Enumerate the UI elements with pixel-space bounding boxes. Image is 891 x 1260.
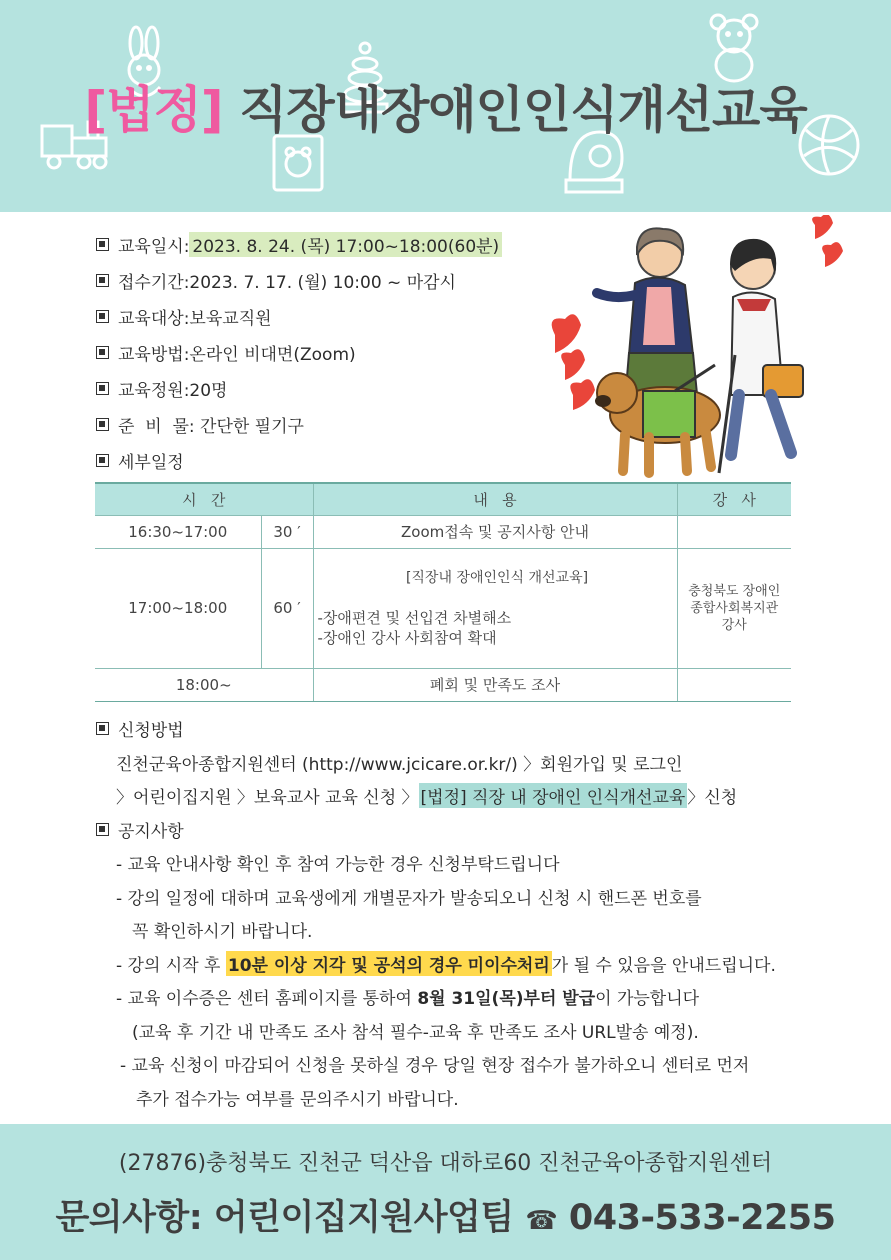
notice-text: - 교육 이수증은 센터 홈페이지를 통하여 — [116, 989, 418, 1010]
info-value: 온라인 비대면(Zoom) — [189, 344, 356, 365]
lecturer-line: 충청북도 장애인 — [688, 583, 781, 599]
bullet-square-icon — [96, 346, 109, 359]
info-label: 교육일시: — [118, 236, 190, 257]
guide-dog-illustration — [525, 215, 855, 480]
contact-phone: 043-533-2255 — [557, 1198, 836, 1238]
info-label: 교육대상: — [118, 308, 190, 329]
title-tag: [법정] — [84, 81, 223, 139]
notice-heading-row — [96, 813, 856, 847]
notice-item — [96, 947, 856, 981]
bullet-square-icon — [96, 238, 109, 251]
application-course-highlight: [법정] 직장 내 장애인 인식개선교육 — [419, 783, 688, 808]
info-value: 간단한 필기구 — [200, 416, 304, 437]
cell-content: 폐회 및 만족도 조사 — [313, 668, 677, 701]
center-address: (27876)충청북도 진천군 덕산읍 대하로60 진천군육아종합지원센터 — [118, 1151, 773, 1176]
info-label: 접수기간: — [118, 272, 190, 293]
bullet-square-icon — [96, 823, 109, 836]
application-path-end: 〉신청 — [687, 788, 738, 809]
cell-content: Zoom접속 및 공지사항 안내 — [313, 515, 677, 548]
notice-date-bold: 8월 31일(목)부터 발급 — [417, 989, 596, 1010]
cell-duration: 30 ′ — [261, 515, 313, 548]
cell-lecturer — [677, 668, 791, 701]
table-row — [95, 515, 791, 548]
bullet-square-icon — [96, 310, 109, 323]
header-lecturer: 강 사 — [677, 483, 791, 515]
header-content: 내 용 — [313, 483, 677, 515]
lecturer-line: 강사 — [721, 617, 747, 633]
info-value: 2023. 7. 17. (월) 10:00 ~ 마감시 — [189, 272, 456, 293]
notice-item-cont: 꼭 확인하시기 바랍니다. — [132, 922, 313, 943]
content-line: -장애인 강사 사회참여 확대 — [317, 629, 497, 647]
application-line — [96, 779, 856, 813]
application-notice-section — [96, 712, 856, 1114]
schedule-table — [95, 482, 791, 702]
notice-item — [96, 980, 856, 1014]
application-heading-row — [96, 712, 856, 746]
cell-time: 17:00~18:00 — [95, 548, 261, 668]
bullet-square-icon — [96, 418, 109, 431]
notice-heading: 공지사항 — [118, 821, 184, 842]
cell-lecturer — [677, 548, 791, 668]
info-value-date: 2023. 8. 24. (목) 17:00~18:00(60분) — [189, 232, 502, 257]
notice-text: - 강의 시작 후 — [116, 955, 226, 976]
info-label: 교육정원: — [118, 380, 190, 401]
table-header-row — [95, 483, 791, 515]
info-label: 세부일정 — [118, 452, 184, 473]
info-value: 보육교직원 — [189, 308, 272, 329]
notice-text: 가 될 수 있음을 안내드립니다. — [551, 955, 776, 976]
notice-item: - 강의 일정에 대하며 교육생에게 개별문자가 발송되오니 신청 시 핸드폰 번호를 — [116, 888, 702, 909]
bullet-square-icon — [96, 274, 109, 287]
notice-item-cont: 추가 접수가능 여부를 문의주시기 바랍니다. — [136, 1089, 459, 1110]
application-heading: 신청방법 — [118, 721, 184, 742]
bullet-square-icon — [96, 454, 109, 467]
info-label: 준 비 물: — [118, 416, 201, 437]
content-title: [직장내 장애인인식 개선교육] — [405, 570, 589, 586]
table-row — [95, 548, 791, 668]
lecturer-line: 종합사회복지관 — [690, 600, 779, 616]
info-label: 교육방법: — [118, 344, 190, 365]
bullet-square-icon — [96, 722, 109, 735]
cell-content — [313, 548, 677, 668]
bullet-square-icon — [96, 382, 109, 395]
content-line: -장애편견 및 선입견 차별해소 — [317, 609, 512, 627]
title-main: 직장내장애인인식개선교육 — [222, 81, 807, 139]
contact-label: 문의사항: 어린이집지원사업팀 — [55, 1198, 526, 1238]
table-row — [95, 668, 791, 701]
header-band — [0, 0, 891, 212]
cell-time: 18:00~ — [95, 668, 313, 701]
cell-time: 16:30~17:00 — [95, 515, 261, 548]
notice-item: - 교육 안내사항 확인 후 참여 가능한 경우 신청부탁드립니다 — [116, 855, 560, 876]
application-path: 〉어린이집지원 〉보육교사 교육 신청 〉 — [116, 788, 419, 809]
notice-item: - 교육 신청이 마감되어 신청을 못하실 경우 당일 현장 접수가 불가하오니 센터로 먼저 — [120, 1056, 750, 1077]
header-time: 시 간 — [95, 483, 313, 515]
contact-line — [0, 1190, 891, 1240]
notice-text: 이 가능합니다 — [595, 989, 700, 1010]
footer-band — [0, 1124, 891, 1260]
info-value: 20명 — [189, 380, 228, 401]
cell-duration: 60 ′ — [261, 548, 313, 668]
young-woman-figure — [719, 239, 803, 473]
application-line: 진천군육아종합지원센터 (http://www.jcicare.or.kr/) 〉회원가입 및 로그인 — [116, 754, 683, 775]
page-title — [0, 70, 891, 142]
cell-lecturer — [677, 515, 791, 548]
phone-icon: ☎ — [525, 1206, 558, 1236]
notice-warning-highlight: 10분 이상 지각 및 공석의 경우 미이수처리 — [226, 951, 552, 976]
notice-item-cont: (교육 후 기간 내 만족도 조사 참석 필수-교육 후 만족도 조사 URL발송 예정). — [132, 1022, 699, 1043]
